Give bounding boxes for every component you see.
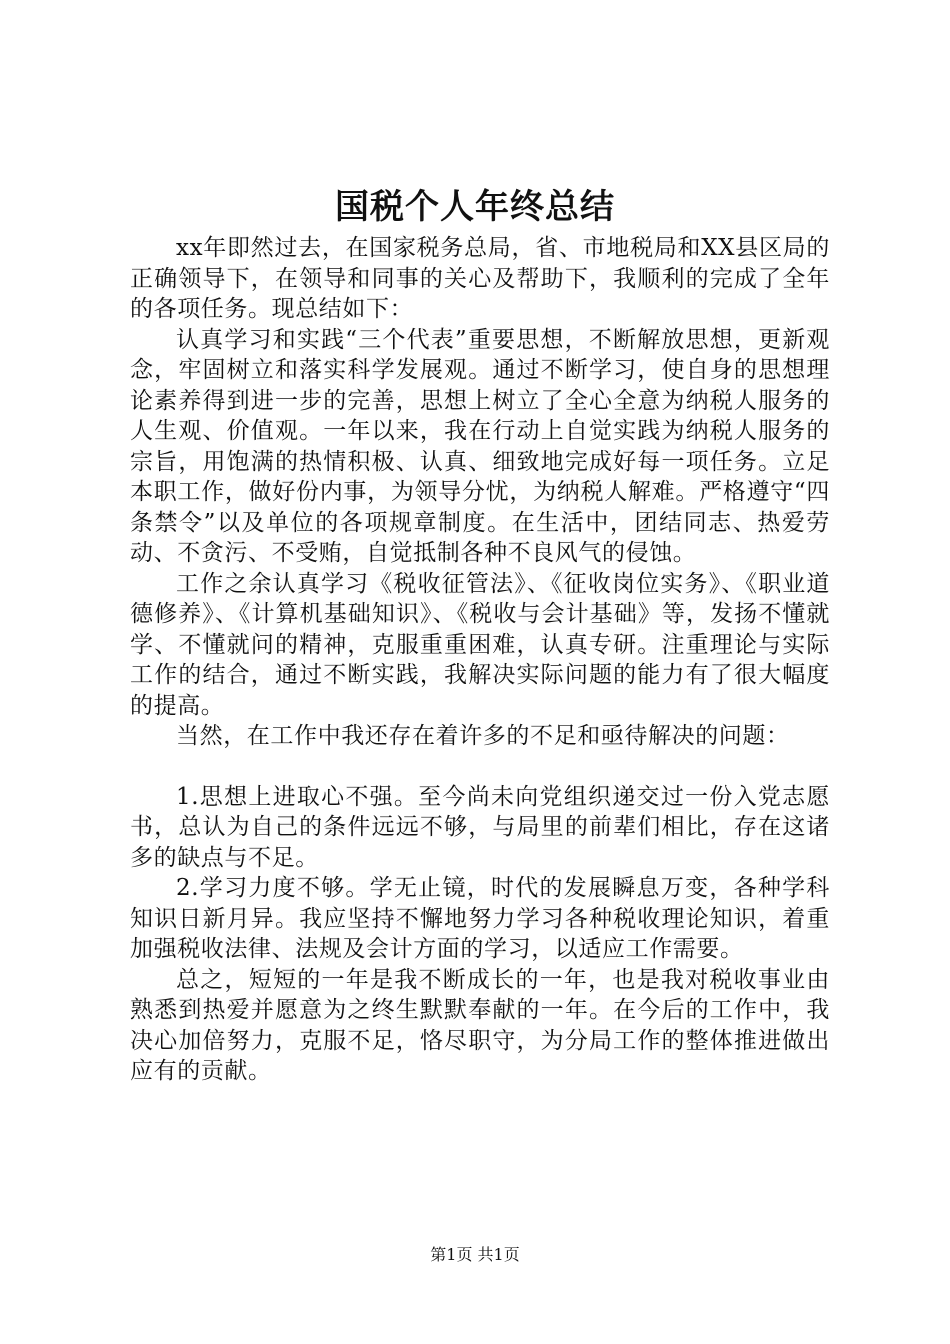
paragraph-shortcoming-2: 2.学习力度不够。学无止镜，时代的发展瞬息万变，各种学科知识日新月异。我应坚持不懈地努力学习各种税收理论知识，着重加强税收法律、法规及会计方面的学习，以适应工作需要。 xyxy=(130,875,830,962)
page-number-footer: 第1页 共1页 xyxy=(430,1245,520,1264)
document-title: 国税个人年终总结 xyxy=(335,187,615,227)
paragraph-shortcomings-intro: 当然，在工作中我还存在着许多的不足和亟待解决的问题： xyxy=(176,723,790,749)
paragraph-conclusion: 总之，短短的一年是我不断成长的一年，也是我对税收事业由熟悉到热爱并愿意为之终生默默奉献的一年。在今后的工作中，我决心加倍努力，克服不足，恪尽职守，为分局工作的整体推进做出应有的贡献。 xyxy=(130,966,830,1084)
paragraph-study-practice: 认真学习和实践“三个代表”重要思想，不断解放思想，更新观念，牢固树立和落实科学发展观。通过不断学习，使自身的思想理论素养得到进一步的完善，思想上树立了全心全意为纳税人服务的人生观、价值观。一年以来，我在行动上自觉实践为纳税人服务的宗旨，用饱满的热情积极、认真、细致地完成好每一项任务。立足本职工作，做好份内事，为领导分忧，为纳税人解难。严格遵守“四条禁令”以及单位的各项规章制度。在生活中，团结同志、热爱劳动、不贪污、不受贿，自觉抵制各种不良风气的侵蚀。 xyxy=(130,326,830,566)
document-body xyxy=(130,233,830,1087)
paragraph-intro: xx年即然过去，在国家税务总局，省、市地税局和XX县区局的正确领导下，在领导和同事的关心及帮助下，我顺利的完成了全年的各项任务。现总结如下： xyxy=(130,235,830,322)
paragraph-shortcoming-1: 1.思想上进取心不强。至今尚未向党组织递交过一份入党志愿书，总认为自己的条件远远不够，与局里的前辈们相比，存在这诸多的缺点与不足。 xyxy=(130,783,830,871)
paragraph-learning: 工作之余认真学习《税收征管法》、《征收岗位实务》、《职业道德修养》、《计算机基础知识》、《税收与会计基础》等，发扬不懂就学、不懂就问的精神，克服重重困难，认真专研。注重理论与实际工作的结合，通过不断实践，我解决实际问题的能力有了很大幅度的提高。 xyxy=(130,570,830,719)
